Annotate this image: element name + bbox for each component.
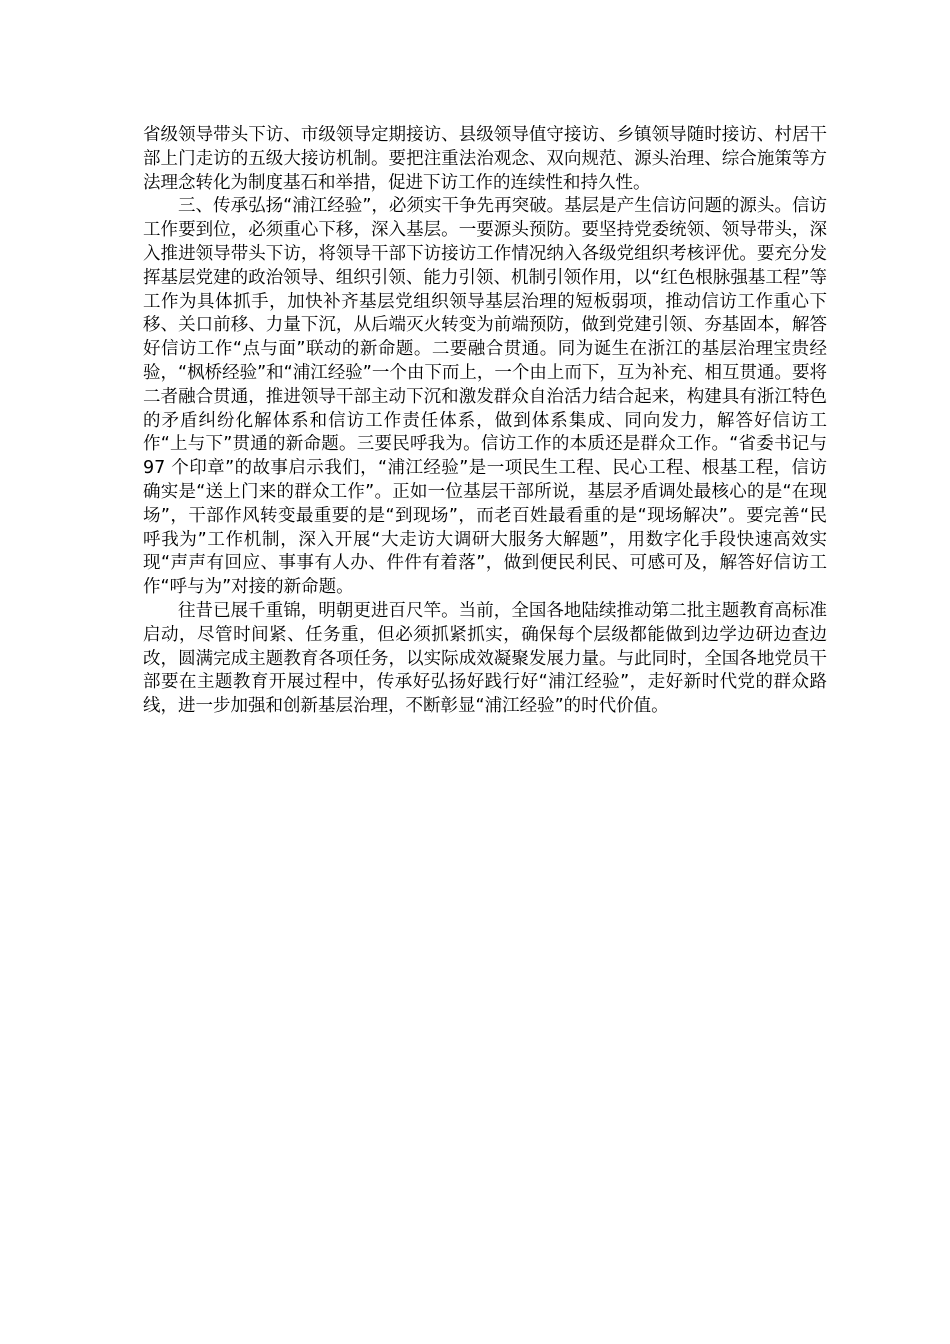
paragraph-conclusion: 往昔已展千重锦，明朝更进百尺竿。当前，全国各地陆续推动第二批主题教育高标准启动，尽管时间紧、任务重，但必须抓紧抓实，确保每个层级都能做到边学边研边查边改，圆满完成主题教育各项任务，以实际成效凝聚发展力量。与此同时，全国各地党员干部要在主题教育开展过程中，传承好弘扬好践行好“浦江经验”，走好新时代党的群众路线，进一步加强和创新基层治理，不断彰显“浦江经验”的时代价值。 — [143, 600, 827, 717]
paragraph-section-three: 三、传承弘扬“浦江经验”，必须实干争先再突破。基层是产生信访问题的源头。信访工作要到位，必须重心下移，深入基层。一要源头预防。要坚持党委统领、领导带头，深入推进领导带头下访，将领导干部下访接访工作情况纳入各级党组织考核评优。要充分发挥基层党建的政治领导、组织引领、能力引领、机制引领作用，以“红色根脉强基工程”等工作为具体抓手，加快补齐基层党组织领导基层治理的短板弱项，推动信访工作重心下移、关口前移、力量下沉，从后端灭火转变为前端预防，做到党建引领、夯基固本，解答好信访工作“点与面”联动的新命题。二要融合贯通。同为诞生在浙江的基层治理宝贵经验，“枫桥经验”和“浦江经验”一个由下而上，一个由上而下，互为补充、相互贯通。要将二者融合贯通，推进领导干部主动下沉和激发群众自治活力结合起来，构建具有浙江特色的矛盾纠纷化解体系和信访工作责任体系，做到体系集成、同向发力，解答好信访工作“上与下”贯通的新命题。三要民呼我为。信访工作的本质还是群众工作。“省委书记与 97 个印章”的故事启示我们，“浦江经验”是一项民生工程、民心工程、根基工程，信访确实是“送上门来的群众工作”。正如一位基层干部所说，基层矛盾调处最核心的是“在现场”，干部作风转变最重要的是“到现场”，而老百姓最看重的是“现场解决”。要完善“民呼我为”工作机制，深入开展“大走访大调研大服务大解题”，用数字化手段快速高效实现“声声有回应、事事有人办、件件有着落”，做到便民利民、可感可及，解答好信访工作“呼与为”对接的新命题。 — [143, 196, 827, 598]
paragraph-continuation: 省级领导带头下访、市级领导定期接访、县级领导值守接访、乡镇领导随时接访、村居干部上门走访的五级大接访机制。要把注重法治观念、双向规范、源头治理、综合施策等方法理念转化为制度基石和举措，促进下访工作的连续性和持久性。 — [143, 125, 827, 193]
document-body — [143, 124, 827, 719]
